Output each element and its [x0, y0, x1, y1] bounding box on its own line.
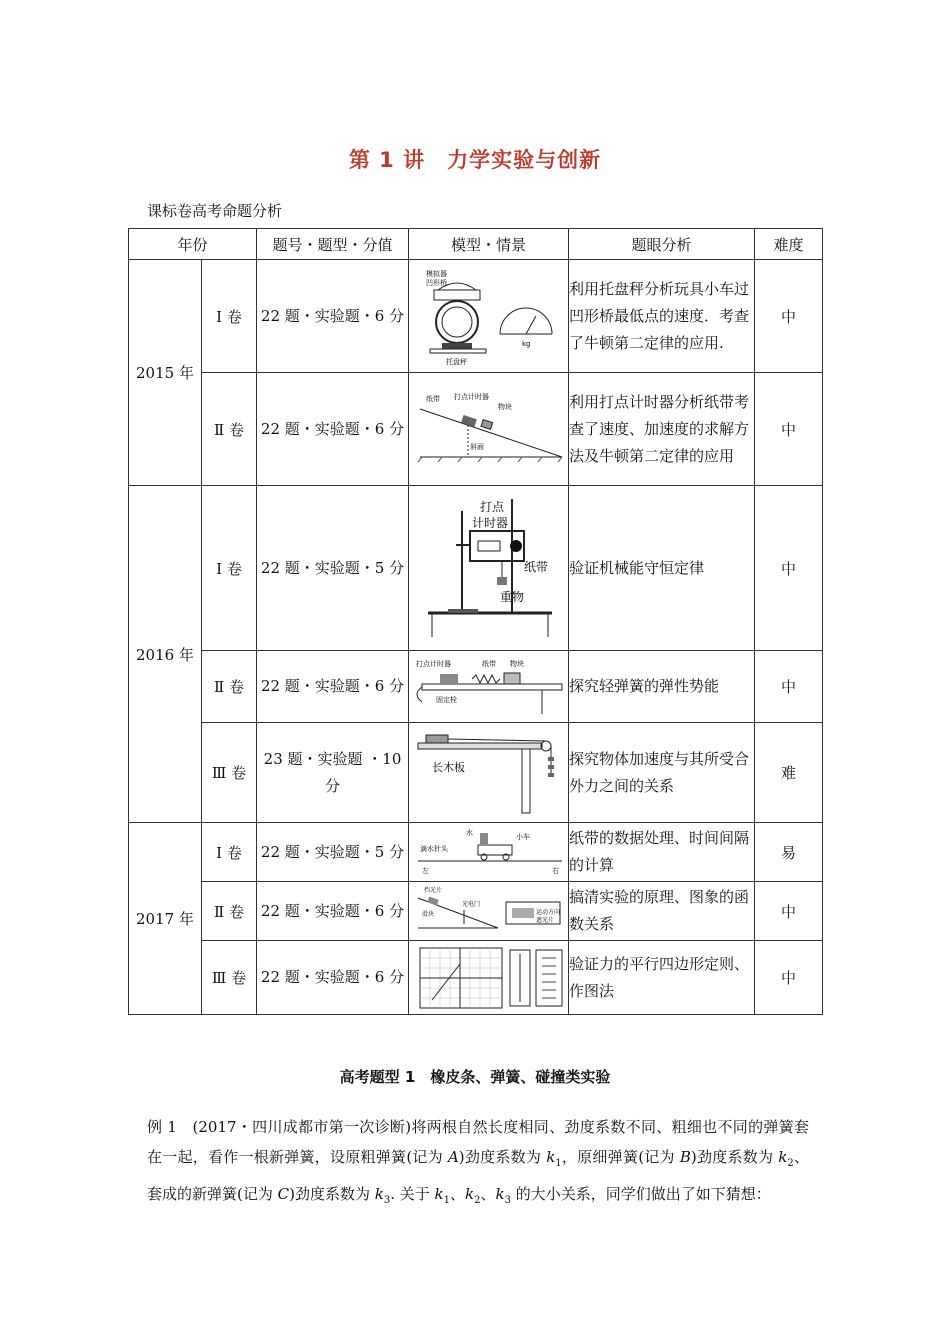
- paper-cell: Ⅰ 卷: [202, 823, 257, 882]
- example-text: )劲度系数为: [289, 1185, 375, 1203]
- figure-label: 水: [465, 829, 473, 837]
- header-model: 模型・情景: [409, 229, 569, 260]
- figure-label: 滴水针头: [419, 845, 448, 853]
- figure-label: kg: [521, 339, 531, 348]
- figure-label: 凹形桥: [425, 278, 447, 287]
- item-cell: 22 题・实验题・5 分: [257, 486, 409, 651]
- figure-label: 左: [421, 867, 429, 875]
- table-row: [129, 651, 823, 723]
- figure-label: 重物: [499, 590, 524, 604]
- subscript: 1: [443, 1195, 450, 1206]
- example-text: 、套成的新弹簧(记为: [147, 1148, 810, 1203]
- var-k: k: [465, 1185, 475, 1203]
- figure-label: 物块: [509, 659, 524, 668]
- var-k: k: [374, 1185, 384, 1203]
- figure-label: 光电门: [461, 901, 480, 908]
- figure-label: 纸带: [481, 659, 496, 668]
- subscript: 2: [474, 1195, 481, 1206]
- figure-label: 打点: [479, 500, 504, 514]
- table-header-row: [129, 229, 823, 260]
- subscript: 2: [787, 1158, 794, 1169]
- example-text: )劲度系数为: [690, 1148, 779, 1166]
- figure-label: 模拟器: [425, 269, 447, 278]
- example-text: ，原细弹簧(记为: [561, 1148, 680, 1166]
- figure-label: 托盘秤: [445, 357, 467, 366]
- incline-timer-figure: [412, 379, 566, 479]
- analysis-cell: 利用打点计时器分析纸带考查了速度、加速度的求解方法及牛顿第二定律的应用: [569, 373, 755, 486]
- photogate-incline-figure: [412, 884, 566, 938]
- difficulty-cell: 中: [755, 651, 823, 723]
- paper-cell: Ⅰ 卷: [202, 260, 257, 373]
- figure-label: 纸带: [425, 395, 440, 403]
- difficulty-cell: 中: [755, 882, 823, 941]
- var-k: k: [434, 1185, 444, 1203]
- item-cell: 22 题・实验题・6 分: [257, 882, 409, 941]
- example-text: 例 1 (2017・四川成都市第一次诊断)将两根自然长度相同、劲度系数不同、粗细也不同的弹簧套在一起，看作一根新弹簧，设原粗弹簧(记为: [147, 1118, 809, 1166]
- year-cell: 2015 年: [129, 260, 202, 486]
- analysis-cell: 验证机械能守恒定律: [569, 486, 755, 651]
- paper-cell: Ⅰ 卷: [202, 486, 257, 651]
- var-k: k: [778, 1148, 788, 1166]
- table-row: [129, 941, 823, 1015]
- table-row: [129, 823, 823, 882]
- item-cell: 22 题・实验题・6 分: [257, 260, 409, 373]
- example-text: )劲度系数为: [458, 1148, 547, 1166]
- var-b: B: [679, 1148, 691, 1166]
- separator: 、: [480, 1185, 496, 1203]
- difficulty-cell: 中: [755, 260, 823, 373]
- exam-analysis-table: [128, 228, 823, 1015]
- paper-cell: Ⅱ 卷: [202, 651, 257, 723]
- table-row: [129, 373, 823, 486]
- figure-label: 小车: [515, 833, 530, 841]
- analysis-cell: 纸带的数据处理、时间间隔的计算: [569, 823, 755, 882]
- item-cell: 22 题・实验题・5 分: [257, 823, 409, 882]
- figure-cell: [409, 882, 569, 941]
- analysis-cell: 探究物体加速度与其所受合外力之间的关系: [569, 723, 755, 823]
- paper-cell: Ⅱ 卷: [202, 882, 257, 941]
- header-analysis: 题眼分析: [569, 229, 755, 260]
- figure-label: 斜面: [469, 443, 484, 451]
- figure-label: 物块: [497, 403, 512, 411]
- item-cell: 22 题・实验题・6 分: [257, 941, 409, 1015]
- example-text: . 关于: [390, 1185, 435, 1203]
- page-title: 第 1 讲 力学实验与创新: [348, 148, 602, 172]
- paper-cell: Ⅱ 卷: [202, 373, 257, 486]
- subscript: 1: [555, 1158, 562, 1169]
- separator: 、: [449, 1185, 465, 1203]
- spring-block-figure: [412, 654, 566, 720]
- analysis-cell: 搞清实验的原理、图象的函数关系: [569, 882, 755, 941]
- figure-label: 打点计时器: [415, 659, 451, 668]
- year-cell: 2016 年: [129, 486, 202, 823]
- var-k: k: [495, 1185, 505, 1203]
- subscript: 3: [383, 1195, 391, 1206]
- scale-bridge-figure: [412, 264, 566, 369]
- figure-label: 挡光片: [423, 887, 442, 894]
- paper-cell: Ⅲ 卷: [202, 941, 257, 1015]
- example-text: 的大小关系，同学们做出了如下猜想：: [510, 1185, 771, 1203]
- figure-cell: [409, 260, 569, 373]
- figure-label: 遮光片: [535, 917, 554, 924]
- header-difficulty: 难度: [755, 229, 823, 260]
- subscript: 3: [504, 1195, 511, 1206]
- figure-cell: [409, 486, 569, 651]
- water-drip-cart-figure: [412, 825, 566, 879]
- table-row: [129, 260, 823, 373]
- figure-cell: [409, 823, 569, 882]
- item-cell: 23 题・实验题 ・10 分: [257, 723, 409, 823]
- figure-label: 打点计时器: [453, 393, 489, 401]
- figure-label: 纸带: [523, 560, 548, 574]
- figure-label: 长木板: [431, 760, 465, 774]
- table-row: [129, 486, 823, 651]
- difficulty-cell: 中: [755, 486, 823, 651]
- difficulty-cell: 中: [755, 941, 823, 1015]
- var-k: k: [546, 1148, 556, 1166]
- var-c: C: [277, 1185, 290, 1203]
- figure-cell: [409, 723, 569, 823]
- free-fall-figure: [412, 489, 566, 647]
- analysis-cell: 验证力的平行四边形定则、作图法: [569, 941, 755, 1015]
- difficulty-cell: 中: [755, 373, 823, 486]
- figure-label: 右: [551, 867, 559, 875]
- paper-cell: Ⅲ 卷: [202, 723, 257, 823]
- figure-cell: [409, 651, 569, 723]
- section-heading: 高考题型 1 橡皮条、弹簧、碰撞类实验: [339, 1068, 611, 1086]
- analysis-cell: 探究轻弹簧的弹性势能: [569, 651, 755, 723]
- year-cell: 2017 年: [129, 823, 202, 1015]
- figure-label: 计时器: [471, 516, 508, 530]
- header-item: 题号・题型・分值: [257, 229, 409, 260]
- item-cell: 22 题・实验题・6 分: [257, 373, 409, 486]
- header-year: 年份: [129, 229, 257, 260]
- table-row: [129, 882, 823, 941]
- difficulty-cell: 难: [755, 723, 823, 823]
- figure-label: 运动方向: [535, 909, 560, 916]
- force-parallelogram-figure: [412, 944, 566, 1012]
- var-a: A: [447, 1148, 459, 1166]
- figure-label: 固定栓: [435, 695, 457, 704]
- figure-cell: [409, 941, 569, 1015]
- figure-cell: [409, 373, 569, 486]
- figure-label: 滑块: [421, 911, 434, 918]
- pulley-board-figure: [412, 727, 566, 819]
- item-cell: 22 题・实验题・6 分: [257, 651, 409, 723]
- example-paragraph: [147, 1112, 809, 1216]
- analysis-cell: 利用托盘秤分析玩具小车过凹形桥最低点的速度．考查了牛顿第二定律的应用.: [569, 260, 755, 373]
- table-caption: 课标卷高考命题分析: [147, 202, 283, 220]
- table-row: [129, 723, 823, 823]
- difficulty-cell: 易: [755, 823, 823, 882]
